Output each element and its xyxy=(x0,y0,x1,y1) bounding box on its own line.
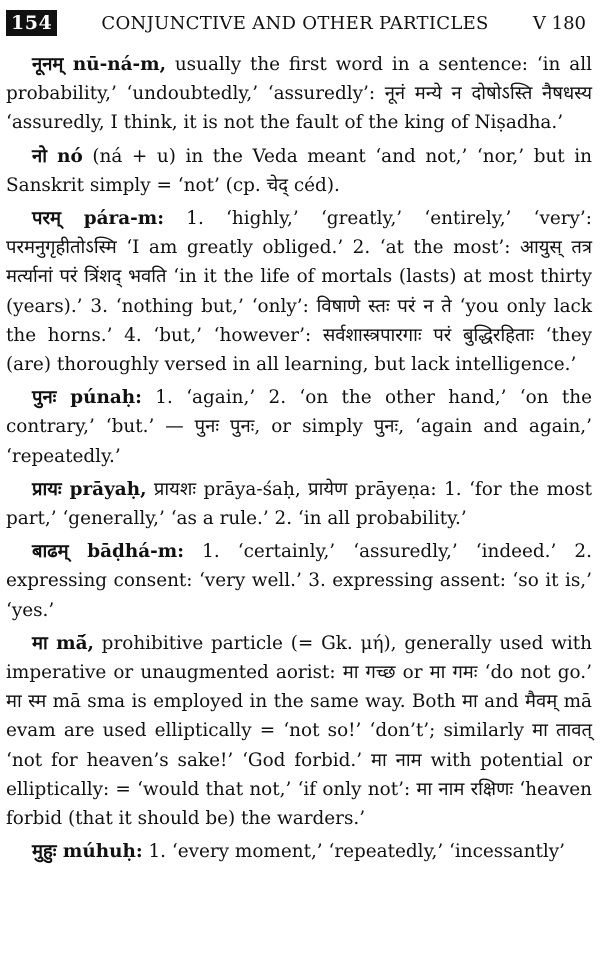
entry-text: usually the first word in a sentence: ‘in all probability,’ ‘undoubtedly,’ ‘assuredly’: नूनं मन्ये न दोषोऽस्ति नैषधस्य ‘assuredly, I think, it is not the fault of the king of Niṣadha.’ xyxy=(6,54,592,134)
entry-badham xyxy=(6,537,592,625)
entry-headword: मा mā́, xyxy=(32,632,94,654)
entry-nunam xyxy=(6,50,592,138)
entry-text: 1. ‘highly,’ ‘greatly,’ ‘entirely,’ ‘very’: परमनुगृहीतोऽस्मि ‘I am greatly obliged.’ 2. ‘at the most’: आयुस् तत्र मर्त्यानां परं त्रिंशद् भवति ‘in it the life of mortals (lasts) at most thirty (years).’ 3. ‘nothing but,’ ‘only’: विषाणे स्तः परं न ते ‘you only lack the horns.’ 4. ‘but,’ ‘however’: सर्वशास्त्रपारगाः परं बुद्धिरहिताः ‘they (are) thoroughly versed in all learning, but lack intelligence.’ xyxy=(6,208,592,376)
page-header xyxy=(6,8,592,38)
entry-text: प्रायशः prāya-śaḥ, प्रायेण prāyeṇa: 1. ‘for the most part,’ ‘generally,’ ‘as a rule.’ 2. ‘in all probability.’ xyxy=(6,478,592,530)
entry-prayah xyxy=(6,475,592,533)
entry-headword: बाढम् bāḍhá-m: xyxy=(32,541,185,563)
entry-headword: मुहुः múhuḥ: xyxy=(32,841,143,863)
entry-punah xyxy=(6,383,592,471)
entry-no xyxy=(6,142,592,200)
entry-headword: परम् pára-m: xyxy=(32,208,165,230)
entry-param xyxy=(6,204,592,379)
entry-headword: नो nó xyxy=(32,145,83,167)
entry-headword: प्रायः prāyaḥ, xyxy=(32,478,147,500)
section-reference: V 180 xyxy=(532,12,586,34)
entry-text: 1. ‘certainly,’ ‘assuredly,’ ‘indeed.’ 2. expressing consent: ‘very well.’ 3. expressing assent: ‘so it is,’ ‘yes.’ xyxy=(6,541,592,621)
entry-text: 1. ‘every moment,’ ‘repeatedly,’ ‘incessantly’ xyxy=(142,841,565,863)
entry-headword: पुनः púnaḥ: xyxy=(32,387,142,409)
dictionary-body xyxy=(6,50,592,866)
entry-headword: नूनम् nū-ná-m, xyxy=(32,54,166,75)
entry-text: prohibitive particle (= Gk. μή), generally used with imperative or unaugmented aorist: मा गच्छ or मा गमः ‘do not go.’ मा स्म mā sma is employed in the same way. Both मा and मैवम् mā evam are used elliptically = ‘not so!’ ‘don’t’; similarly मा तावत् ‘not for heaven’s sake!’ ‘God forbid.’ मा नाम with potential or elliptically: = ‘would that not,’ ‘if only not’: मा नाम रक्षिणः ‘heaven forbid (that it should be) the warders.’ xyxy=(6,632,592,830)
entry-muhuh xyxy=(6,837,592,866)
running-head: CONJUNCTIVE AND OTHER PARTICLES xyxy=(101,12,489,34)
entry-text: (ná + u) in the Veda meant ‘and not,’ ‘nor,’ but in Sanskrit simply = ‘not’ (cp. चेद् céd). xyxy=(6,145,592,196)
entry-ma xyxy=(6,629,592,833)
entry-text: 1. ‘again,’ 2. ‘on the other hand,’ ‘on the contrary,’ ‘but.’ — पुनः पुनः, or simply पुनः, ‘again and again,’ ‘repeatedly.’ xyxy=(6,387,592,467)
page-number: 154 xyxy=(6,10,57,36)
